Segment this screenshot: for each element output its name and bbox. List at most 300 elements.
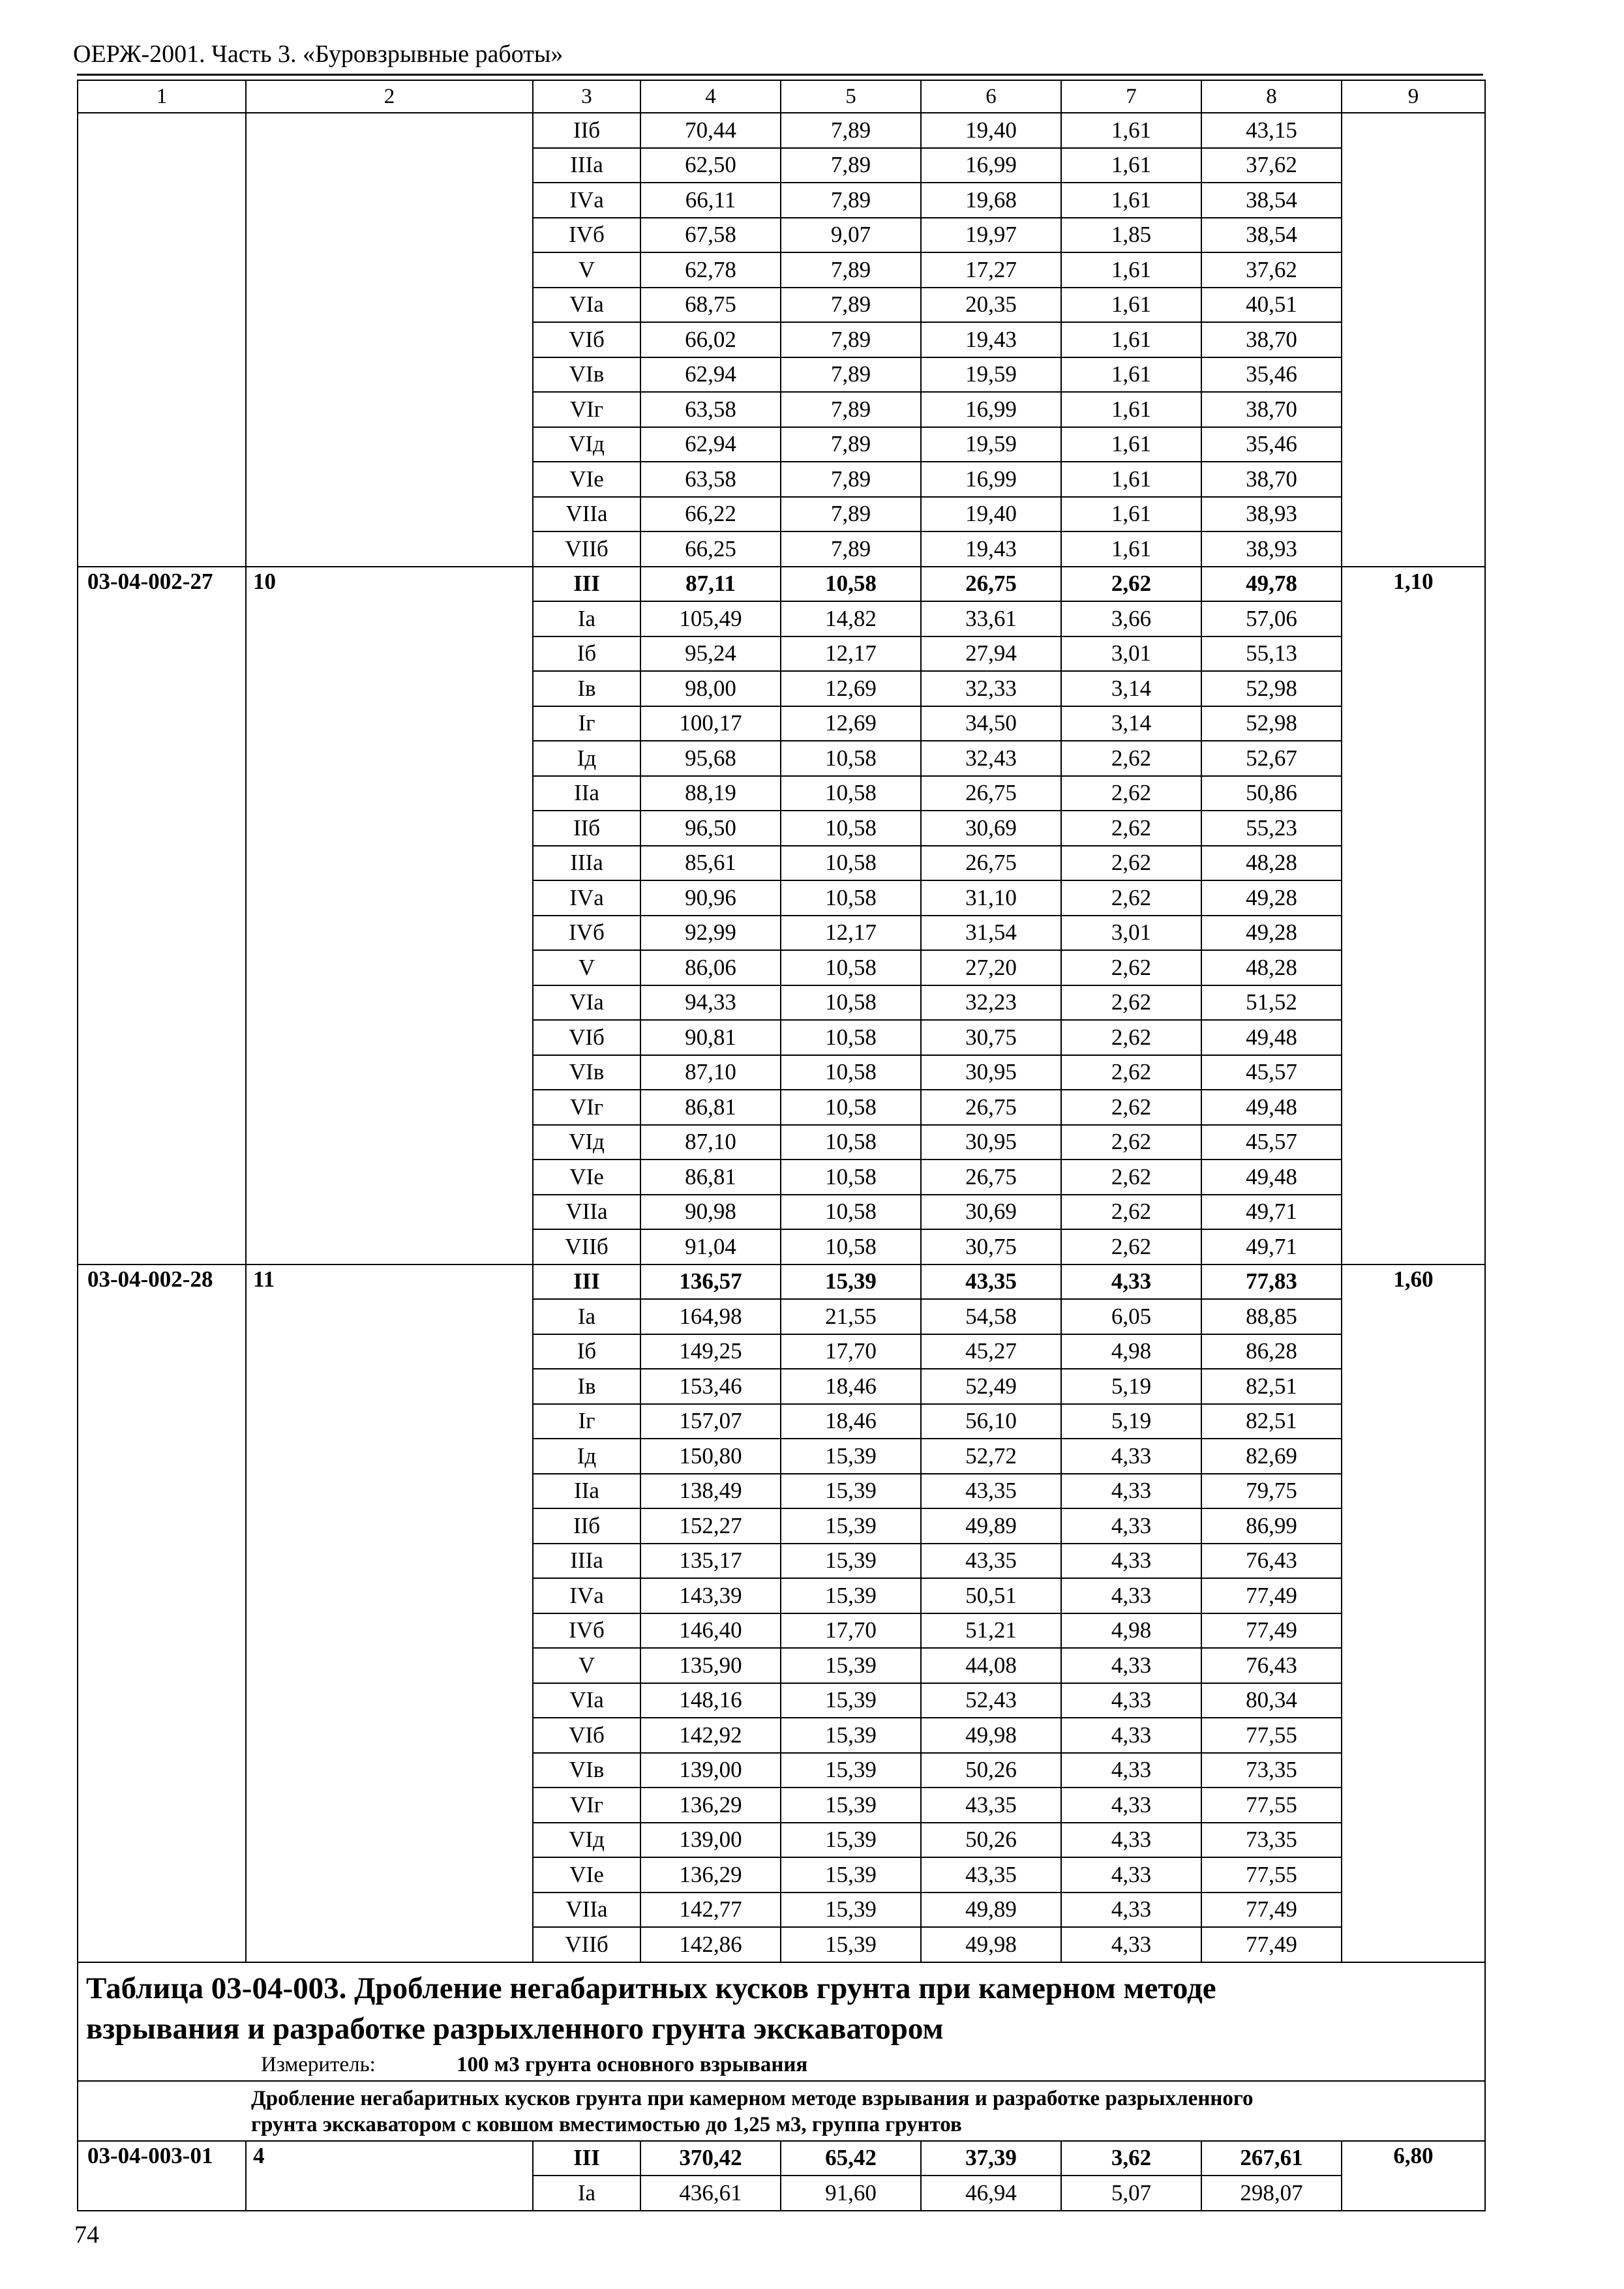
value-cell: 3,66 xyxy=(1061,601,1201,636)
value-cell: 86,81 xyxy=(640,1090,781,1125)
soil-group-cell: VIб xyxy=(533,1718,640,1753)
value-cell: 48,28 xyxy=(1201,846,1342,881)
value-cell: 15,39 xyxy=(781,1508,921,1544)
value-cell: 139,00 xyxy=(640,1823,781,1858)
table-body xyxy=(78,80,1485,2211)
value-cell: 1,61 xyxy=(1061,183,1201,218)
soil-group-cell: IIIа xyxy=(533,148,640,183)
column-number-cell: 1 xyxy=(78,80,246,113)
value-cell: 19,68 xyxy=(921,183,1061,218)
value-cell: 6,05 xyxy=(1061,1299,1201,1334)
value-cell: 10,58 xyxy=(781,567,921,602)
value-cell: 5,07 xyxy=(1061,2176,1201,2211)
value-cell: 17,70 xyxy=(781,1613,921,1649)
value-cell: 26,75 xyxy=(921,1159,1061,1195)
value-cell: 38,70 xyxy=(1201,462,1342,497)
value-cell: 7,89 xyxy=(781,392,921,427)
value-cell: 7,89 xyxy=(781,288,921,323)
value-cell: 2,62 xyxy=(1061,1229,1201,1264)
value-cell: 49,48 xyxy=(1201,1159,1342,1195)
value-cell: 27,20 xyxy=(921,950,1061,985)
value-cell: 10,58 xyxy=(781,741,921,776)
value-cell: 30,95 xyxy=(921,1055,1061,1090)
value-cell: 52,67 xyxy=(1201,741,1342,776)
soil-group-cell: Iг xyxy=(533,706,640,741)
value-cell: 82,51 xyxy=(1201,1369,1342,1404)
soil-group-cell: V xyxy=(533,1648,640,1683)
value-cell: 135,90 xyxy=(640,1648,781,1683)
value-cell: 1,85 xyxy=(1061,218,1201,253)
meter-value: 100 м3 грунта основного взрывания xyxy=(457,2052,808,2076)
soil-group-cell: IVб xyxy=(533,1613,640,1649)
note-cell: 10 xyxy=(246,567,533,1264)
value-cell: 26,75 xyxy=(921,567,1061,602)
soil-group-cell: IIIа xyxy=(533,846,640,881)
value-cell: 2,62 xyxy=(1061,846,1201,881)
value-cell: 66,11 xyxy=(640,183,781,218)
value-cell: 88,85 xyxy=(1201,1299,1342,1334)
value-cell: 18,46 xyxy=(781,1369,921,1404)
value-cell: 34,50 xyxy=(921,706,1061,741)
value-cell: 87,11 xyxy=(640,567,781,602)
note-cell xyxy=(246,113,533,567)
value-cell: 86,06 xyxy=(640,950,781,985)
value-cell: 9,07 xyxy=(781,218,921,253)
value-cell: 1,61 xyxy=(1061,322,1201,357)
value-cell: 37,62 xyxy=(1201,148,1342,183)
soil-group-cell: IIа xyxy=(533,1474,640,1509)
soil-group-cell: V xyxy=(533,252,640,288)
table-row xyxy=(78,567,1485,602)
factor-cell: 1,60 xyxy=(1342,1264,1485,1962)
value-cell: 10,58 xyxy=(781,1195,921,1230)
value-cell: 7,89 xyxy=(781,113,921,148)
value-cell: 4,33 xyxy=(1061,1893,1201,1928)
value-cell: 16,99 xyxy=(921,148,1061,183)
value-cell: 4,98 xyxy=(1061,1334,1201,1369)
value-cell: 4,33 xyxy=(1061,1788,1201,1823)
value-cell: 86,81 xyxy=(640,1159,781,1195)
value-cell: 26,75 xyxy=(921,846,1061,881)
value-cell: 7,89 xyxy=(781,462,921,497)
table-row xyxy=(78,113,1485,148)
value-cell: 67,58 xyxy=(640,218,781,253)
column-number-cell: 8 xyxy=(1201,80,1342,113)
value-cell: 49,48 xyxy=(1201,1090,1342,1125)
value-cell: 15,39 xyxy=(781,1648,921,1683)
soil-group-cell: III xyxy=(533,1264,640,1300)
value-cell: 2,62 xyxy=(1061,880,1201,916)
value-cell: 19,40 xyxy=(921,497,1061,532)
soil-group-cell: VIа xyxy=(533,1683,640,1718)
value-cell: 2,62 xyxy=(1061,950,1201,985)
value-cell: 15,39 xyxy=(781,1544,921,1579)
value-cell: 35,46 xyxy=(1201,357,1342,393)
value-cell: 49,71 xyxy=(1201,1229,1342,1264)
value-cell: 77,83 xyxy=(1201,1264,1342,1300)
value-cell: 12,17 xyxy=(781,636,921,672)
value-cell: 17,70 xyxy=(781,1334,921,1369)
value-cell: 15,39 xyxy=(781,1264,921,1300)
value-cell: 2,62 xyxy=(1061,741,1201,776)
value-cell: 43,35 xyxy=(921,1788,1061,1823)
value-cell: 16,99 xyxy=(921,392,1061,427)
column-number-cell: 9 xyxy=(1342,80,1485,113)
value-cell: 50,51 xyxy=(921,1578,1061,1613)
value-cell: 19,43 xyxy=(921,531,1061,567)
value-cell: 30,75 xyxy=(921,1229,1061,1264)
value-cell: 142,92 xyxy=(640,1718,781,1753)
value-cell: 4,33 xyxy=(1061,1718,1201,1753)
soil-group-cell: IVб xyxy=(533,218,640,253)
value-cell: 26,75 xyxy=(921,1090,1061,1125)
value-cell: 1,61 xyxy=(1061,392,1201,427)
code-cell: 03-04-002-28 xyxy=(78,1264,246,1962)
value-cell: 1,61 xyxy=(1061,288,1201,323)
value-cell: 95,68 xyxy=(640,741,781,776)
value-cell: 4,33 xyxy=(1061,1753,1201,1788)
soil-group-cell: Iб xyxy=(533,636,640,672)
value-cell: 15,39 xyxy=(781,1578,921,1613)
value-cell: 49,89 xyxy=(921,1893,1061,1928)
value-cell: 51,21 xyxy=(921,1613,1061,1649)
value-cell: 40,51 xyxy=(1201,288,1342,323)
value-cell: 2,62 xyxy=(1061,1159,1201,1195)
value-cell: 66,25 xyxy=(640,531,781,567)
page-number: 74 xyxy=(74,2221,99,2249)
value-cell: 7,89 xyxy=(781,357,921,393)
value-cell: 10,58 xyxy=(781,1020,921,1055)
value-cell: 77,55 xyxy=(1201,1857,1342,1893)
soil-group-cell: VIг xyxy=(533,392,640,427)
value-cell: 4,33 xyxy=(1061,1683,1201,1718)
value-cell: 77,49 xyxy=(1201,1927,1342,1962)
value-cell: 1,61 xyxy=(1061,462,1201,497)
value-cell: 49,28 xyxy=(1201,880,1342,916)
column-number-cell: 4 xyxy=(640,80,781,113)
soil-group-cell: VIд xyxy=(533,1823,640,1858)
value-cell: 7,89 xyxy=(781,148,921,183)
value-cell: 3,62 xyxy=(1061,2141,1201,2176)
value-cell: 38,70 xyxy=(1201,322,1342,357)
soil-group-cell: IIб xyxy=(533,811,640,846)
value-cell: 27,94 xyxy=(921,636,1061,672)
value-cell: 2,62 xyxy=(1061,1195,1201,1230)
value-cell: 1,61 xyxy=(1061,113,1201,148)
description-line1: Дробление негабаритных кусков грунта при камерном методе взрывания и разработке разрыхленного xyxy=(251,2086,1254,2110)
value-cell: 90,96 xyxy=(640,880,781,916)
value-cell: 49,98 xyxy=(921,1927,1061,1962)
value-cell: 14,82 xyxy=(781,601,921,636)
value-cell: 66,22 xyxy=(640,497,781,532)
value-cell: 49,28 xyxy=(1201,916,1342,951)
value-cell: 51,52 xyxy=(1201,985,1342,1021)
value-cell: 49,48 xyxy=(1201,1020,1342,1055)
soil-group-cell: VIа xyxy=(533,985,640,1021)
soil-group-cell: VIIа xyxy=(533,1893,640,1928)
value-cell: 4,33 xyxy=(1061,1439,1201,1474)
value-cell: 10,58 xyxy=(781,846,921,881)
value-cell: 62,94 xyxy=(640,357,781,393)
value-cell: 96,50 xyxy=(640,811,781,846)
value-cell: 7,89 xyxy=(781,427,921,462)
soil-group-cell: IIа xyxy=(533,776,640,811)
value-cell: 1,61 xyxy=(1061,497,1201,532)
value-cell: 52,72 xyxy=(921,1439,1061,1474)
value-cell: 90,98 xyxy=(640,1195,781,1230)
soil-group-cell: Iв xyxy=(533,671,640,706)
value-cell: 38,54 xyxy=(1201,218,1342,253)
value-cell: 45,27 xyxy=(921,1334,1061,1369)
value-cell: 143,39 xyxy=(640,1578,781,1613)
value-cell: 21,55 xyxy=(781,1299,921,1334)
factor-cell: 6,80 xyxy=(1342,2141,1485,2211)
value-cell: 45,57 xyxy=(1201,1055,1342,1090)
value-cell: 4,33 xyxy=(1061,1648,1201,1683)
value-cell: 138,49 xyxy=(640,1474,781,1509)
note-cell: 4 xyxy=(246,2141,533,2211)
value-cell: 7,89 xyxy=(781,497,921,532)
soil-group-cell: Iб xyxy=(533,1334,640,1369)
value-cell: 73,35 xyxy=(1201,1823,1342,1858)
value-cell: 76,43 xyxy=(1201,1648,1342,1683)
value-cell: 63,58 xyxy=(640,392,781,427)
soil-group-cell: VIд xyxy=(533,427,640,462)
value-cell: 94,33 xyxy=(640,985,781,1021)
soil-group-cell: VIе xyxy=(533,1857,640,1893)
soil-group-cell: VIа xyxy=(533,288,640,323)
value-cell: 164,98 xyxy=(640,1299,781,1334)
column-number-cell: 7 xyxy=(1061,80,1201,113)
value-cell: 10,58 xyxy=(781,950,921,985)
value-cell: 33,61 xyxy=(921,601,1061,636)
value-cell: 15,39 xyxy=(781,1718,921,1753)
value-cell: 48,28 xyxy=(1201,950,1342,985)
value-cell: 12,69 xyxy=(781,671,921,706)
value-cell: 38,70 xyxy=(1201,392,1342,427)
value-cell: 10,58 xyxy=(781,880,921,916)
value-cell: 49,89 xyxy=(921,1508,1061,1544)
header-rule xyxy=(77,74,1483,76)
code-cell xyxy=(78,113,246,567)
value-cell: 44,08 xyxy=(921,1648,1061,1683)
value-cell: 17,27 xyxy=(921,252,1061,288)
soil-group-cell: IIб xyxy=(533,1508,640,1544)
value-cell: 10,58 xyxy=(781,985,921,1021)
soil-group-cell: VIб xyxy=(533,1020,640,1055)
value-cell: 79,75 xyxy=(1201,1474,1342,1509)
value-cell: 43,35 xyxy=(921,1857,1061,1893)
value-cell: 2,62 xyxy=(1061,811,1201,846)
value-cell: 19,43 xyxy=(921,322,1061,357)
soil-group-cell: Iг xyxy=(533,1404,640,1439)
value-cell: 1,61 xyxy=(1061,427,1201,462)
value-cell: 7,89 xyxy=(781,531,921,567)
value-cell: 15,39 xyxy=(781,1927,921,1962)
column-number-cell: 5 xyxy=(781,80,921,113)
value-cell: 10,58 xyxy=(781,811,921,846)
value-cell: 1,61 xyxy=(1061,357,1201,393)
value-cell: 86,28 xyxy=(1201,1334,1342,1369)
soil-group-cell: IVа xyxy=(533,880,640,916)
value-cell: 7,89 xyxy=(781,183,921,218)
running-header: ОЕРЖ-2001. Часть 3. «Буровзрывные работы» xyxy=(73,40,564,68)
soil-group-cell: IIIа xyxy=(533,1544,640,1579)
value-cell: 267,61 xyxy=(1201,2141,1342,2176)
value-cell: 30,95 xyxy=(921,1125,1061,1160)
norms-table xyxy=(77,80,1486,2211)
value-cell: 98,00 xyxy=(640,671,781,706)
value-cell: 2,62 xyxy=(1061,1020,1201,1055)
value-cell: 91,04 xyxy=(640,1229,781,1264)
value-cell: 1,61 xyxy=(1061,148,1201,183)
value-cell: 32,23 xyxy=(921,985,1061,1021)
value-cell: 52,98 xyxy=(1201,671,1342,706)
value-cell: 77,55 xyxy=(1201,1788,1342,1823)
value-cell: 55,13 xyxy=(1201,636,1342,672)
value-cell: 91,60 xyxy=(781,2176,921,2211)
value-cell: 105,49 xyxy=(640,601,781,636)
value-cell: 2,62 xyxy=(1061,776,1201,811)
value-cell: 49,98 xyxy=(921,1718,1061,1753)
value-cell: 298,07 xyxy=(1201,2176,1342,2211)
value-cell: 43,15 xyxy=(1201,113,1342,148)
value-cell: 52,43 xyxy=(921,1683,1061,1718)
soil-group-cell: Iа xyxy=(533,2176,640,2211)
note-cell: 11 xyxy=(246,1264,533,1962)
section-heading-cell xyxy=(78,1962,1485,2081)
value-cell: 77,49 xyxy=(1201,1613,1342,1649)
value-cell: 2,62 xyxy=(1061,567,1201,602)
value-cell: 77,55 xyxy=(1201,1718,1342,1753)
soil-group-cell: VIIб xyxy=(533,1927,640,1962)
value-cell: 3,14 xyxy=(1061,706,1201,741)
value-cell: 15,39 xyxy=(781,1753,921,1788)
value-cell: 1,61 xyxy=(1061,531,1201,567)
value-cell: 12,17 xyxy=(781,916,921,951)
table-row xyxy=(78,2141,1485,2176)
value-cell: 57,06 xyxy=(1201,601,1342,636)
value-cell: 100,17 xyxy=(640,706,781,741)
value-cell: 82,69 xyxy=(1201,1439,1342,1474)
value-cell: 2,62 xyxy=(1061,1125,1201,1160)
value-cell: 88,19 xyxy=(640,776,781,811)
value-cell: 5,19 xyxy=(1061,1404,1201,1439)
value-cell: 15,39 xyxy=(781,1439,921,1474)
value-cell: 18,46 xyxy=(781,1404,921,1439)
soil-group-cell: V xyxy=(533,950,640,985)
code-cell: 03-04-002-27 xyxy=(78,567,246,1264)
value-cell: 85,61 xyxy=(640,846,781,881)
value-cell: 30,75 xyxy=(921,1020,1061,1055)
value-cell: 3,01 xyxy=(1061,916,1201,951)
value-cell: 370,42 xyxy=(640,2141,781,2176)
soil-group-cell: VIв xyxy=(533,1753,640,1788)
value-cell: 139,00 xyxy=(640,1753,781,1788)
meter-label: Измеритель: xyxy=(261,2052,376,2076)
value-cell: 10,58 xyxy=(781,1229,921,1264)
value-cell: 7,89 xyxy=(781,322,921,357)
value-cell: 62,94 xyxy=(640,427,781,462)
value-cell: 52,49 xyxy=(921,1369,1061,1404)
value-cell: 45,57 xyxy=(1201,1125,1342,1160)
value-cell: 2,62 xyxy=(1061,1090,1201,1125)
soil-group-cell: Iд xyxy=(533,1439,640,1474)
value-cell: 37,39 xyxy=(921,2141,1061,2176)
value-cell: 87,10 xyxy=(640,1055,781,1090)
value-cell: 32,33 xyxy=(921,671,1061,706)
value-cell: 4,33 xyxy=(1061,1578,1201,1613)
value-cell: 15,39 xyxy=(781,1857,921,1893)
soil-group-cell: VIе xyxy=(533,462,640,497)
value-cell: 92,99 xyxy=(640,916,781,951)
section-title-line1: Таблица 03-04-003. Дробление негабаритных кусков грунта при камерном методе xyxy=(86,1971,1216,2005)
value-cell: 4,33 xyxy=(1061,1927,1201,1962)
soil-group-cell: IVа xyxy=(533,183,640,218)
value-cell: 4,33 xyxy=(1061,1823,1201,1858)
value-cell: 62,50 xyxy=(640,148,781,183)
value-cell: 157,07 xyxy=(640,1404,781,1439)
value-cell: 80,34 xyxy=(1201,1683,1342,1718)
soil-group-cell: Iа xyxy=(533,601,640,636)
value-cell: 68,75 xyxy=(640,288,781,323)
value-cell: 4,33 xyxy=(1061,1474,1201,1509)
value-cell: 90,81 xyxy=(640,1020,781,1055)
value-cell: 2,62 xyxy=(1061,1055,1201,1090)
value-cell: 148,16 xyxy=(640,1683,781,1718)
value-cell: 86,99 xyxy=(1201,1508,1342,1544)
value-cell: 19,97 xyxy=(921,218,1061,253)
value-cell: 52,98 xyxy=(1201,706,1342,741)
value-cell: 50,26 xyxy=(921,1753,1061,1788)
soil-group-cell: VIв xyxy=(533,357,640,393)
value-cell: 76,43 xyxy=(1201,1544,1342,1579)
soil-group-cell: VIб xyxy=(533,322,640,357)
value-cell: 19,59 xyxy=(921,427,1061,462)
value-cell: 10,58 xyxy=(781,1090,921,1125)
soil-group-cell: VIIа xyxy=(533,497,640,532)
value-cell: 62,78 xyxy=(640,252,781,288)
table-row xyxy=(78,1264,1485,1300)
value-cell: 49,71 xyxy=(1201,1195,1342,1230)
value-cell: 32,43 xyxy=(921,741,1061,776)
soil-group-cell: Iв xyxy=(533,1369,640,1404)
value-cell: 73,35 xyxy=(1201,1753,1342,1788)
value-cell: 146,40 xyxy=(640,1613,781,1649)
soil-group-cell: VIе xyxy=(533,1159,640,1195)
value-cell: 50,26 xyxy=(921,1823,1061,1858)
soil-group-cell: IVа xyxy=(533,1578,640,1613)
meter-row xyxy=(86,2052,1474,2078)
value-cell: 55,23 xyxy=(1201,811,1342,846)
value-cell: 10,58 xyxy=(781,1125,921,1160)
soil-group-cell: VIг xyxy=(533,1090,640,1125)
soil-group-cell: VIг xyxy=(533,1788,640,1823)
value-cell: 436,61 xyxy=(640,2176,781,2211)
value-cell: 15,39 xyxy=(781,1683,921,1718)
column-number-cell: 2 xyxy=(246,80,533,113)
section-title-line2: взрывания и разработке разрыхленного грунта экскаватором xyxy=(86,2011,944,2046)
value-cell: 10,58 xyxy=(781,1055,921,1090)
value-cell: 15,39 xyxy=(781,1823,921,1858)
value-cell: 15,39 xyxy=(781,1474,921,1509)
value-cell: 95,24 xyxy=(640,636,781,672)
value-cell: 43,35 xyxy=(921,1264,1061,1300)
value-cell: 54,58 xyxy=(921,1299,1061,1334)
value-cell: 43,35 xyxy=(921,1474,1061,1509)
value-cell: 1,61 xyxy=(1061,252,1201,288)
soil-group-cell: III xyxy=(533,567,640,602)
